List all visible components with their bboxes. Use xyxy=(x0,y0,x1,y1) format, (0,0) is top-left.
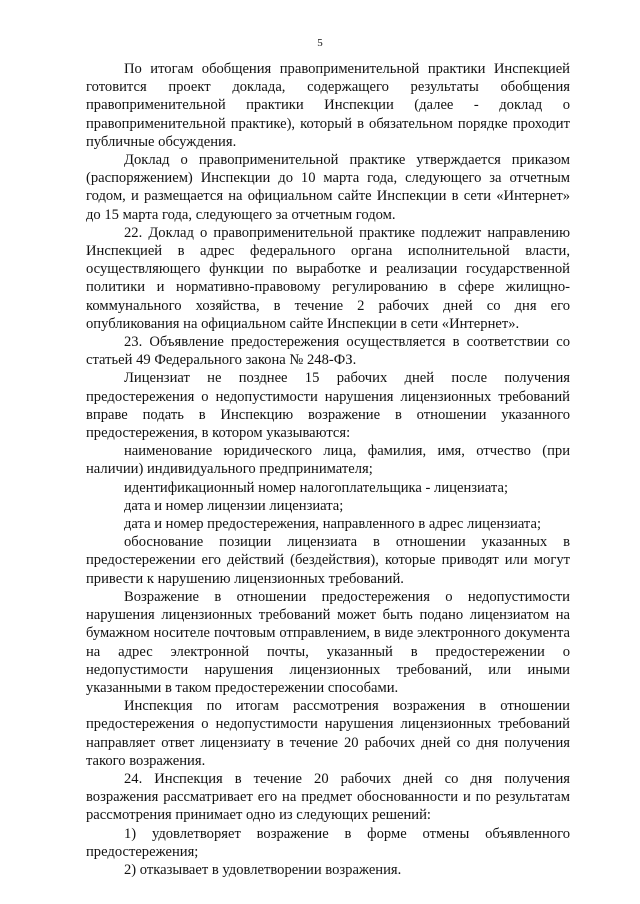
list-item: 1) удовлетворяет возражение в форме отмены объявленного предостережения; xyxy=(86,825,570,860)
paragraph: 24. Инспекция в течение 20 рабочих дней со дня получения возражения рассматривает его на предмет обоснованности и по результатам рассмотрения принимает одно из следующих решений: xyxy=(86,770,570,824)
paragraph: Доклад о правоприменительной практике утверждается приказом (распоряжением) Инспекции до 10 марта года, следующего за отчетным годом, и размещается на официальном сайте Инспекции в сети «Интернет» до 15 марта года, следующего за отчетным годом. xyxy=(86,152,570,223)
list-item: 2) отказывает в удовлетворении возражения. xyxy=(124,861,402,878)
paragraph: По итогам обобщения правоприменительной практики Инспекцией готовится проект доклада, содержащего результаты обобщения правоприменительной практики Инспекции (далее - доклад о правоприменительной практике), который в обязательном порядке проходит публичные обсуждения. xyxy=(86,61,570,150)
list-item: обоснование позиции лицензиата в отношении указанных в предостережении его действий (бездействия), которые приводят или могут привести к нарушению лицензионных требований. xyxy=(86,534,570,587)
paragraph: Инспекция по итогам рассмотрения возражения в отношении предостережения о недопустимости нарушения лицензионных требований направляет ответ лицензиату в течение 20 рабочих дней со дня получения такого возражения. xyxy=(86,698,570,769)
list-item: наименование юридического лица, фамилия, имя, отчество (при наличии) индивидуального предпринимателя; xyxy=(86,443,570,478)
list-item: дата и номер лицензии лицензиата; xyxy=(124,497,344,514)
page-number: 5 xyxy=(317,37,323,49)
paragraph: Возражение в отношении предостережения о недопустимости нарушения лицензионных требований может быть подано лицензиатом на бумажном носителе почтовым отправлением, в виде электронного документа на адрес электронной почты, указанный в предостережении о недопустимости нарушения лицензионных требований, или иными указанными в таком предостережении способами. xyxy=(86,588,570,696)
document-body xyxy=(86,60,570,879)
paragraph: 23. Объявление предостережения осуществляется в соответствии со статьей 49 Федерального закона № 248-ФЗ. xyxy=(86,334,570,369)
list-item: идентификационный номер налогоплательщика - лицензиата; xyxy=(124,479,509,496)
paragraph: Лицензиат не позднее 15 рабочих дней после получения предостережения о недопустимости нарушения лицензионных требований вправе подать в Инспекцию возражение в отношении указанного предостережения, в котором указываются: xyxy=(86,370,570,442)
paragraph: 22. Доклад о правоприменительной практике подлежит направлению Инспекцией в адрес федерального органа исполнительной власти, осуществляющего функции по выработке и реализации государственной политики и нормативно-правовому регулированию в сфере жилищно-коммунального хозяйства, в течение 2 рабочих дней со дня его опубликования на официальном сайте Инспекции в сети «Интернет». xyxy=(86,224,570,332)
list-item: дата и номер предостережения, направленного в адрес лицензиата; xyxy=(124,516,542,533)
